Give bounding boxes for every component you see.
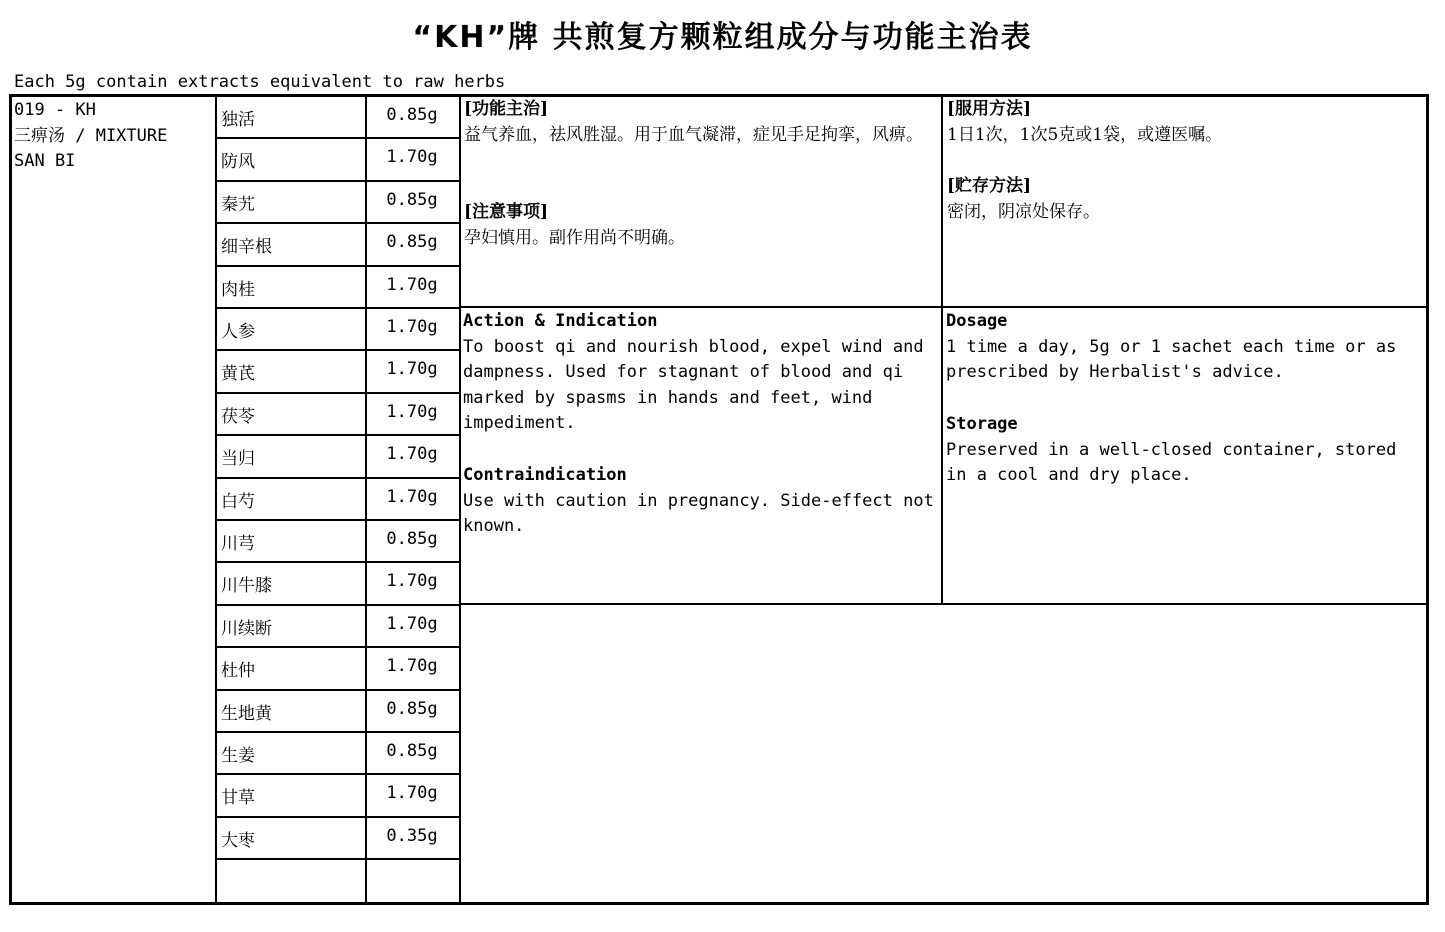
herb-name: 独活: [221, 110, 255, 130]
herb-row-divider: [215, 477, 461, 479]
herb-row-divider: [215, 731, 461, 733]
cn-function-header: [功能主治]: [464, 99, 549, 119]
herb-amount: 0.85g: [386, 232, 438, 253]
en-dosage-text: 1 time a day, 5g or 1 sachet each time or as prescribed by Herbalist's advice.: [946, 336, 1397, 382]
herb-row-divider: [215, 858, 461, 860]
herb-amount: 1.70g: [386, 359, 438, 380]
herb-amount: 1.70g: [386, 317, 438, 337]
en-storage-header: Storage: [946, 414, 1018, 434]
product-info: [14, 98, 204, 175]
herb-amount: 1.70g: [386, 656, 438, 677]
herb-row-divider: [215, 137, 461, 139]
herb-row-divider: [215, 392, 461, 394]
divider-info-columns: [941, 96, 943, 605]
herb-row-divider: [215, 519, 461, 521]
herb-amount: 1.70g: [386, 613, 438, 634]
en-storage-block: [946, 412, 1422, 489]
herb-amount: 0.85g: [386, 105, 438, 125]
cn-usage-header: [服用方法]: [947, 99, 1032, 119]
herb-name: 杜仲: [221, 661, 255, 682]
herb-name: 大枣: [221, 830, 255, 851]
en-action-block: [463, 309, 939, 437]
herb-amount: 0.85g: [386, 698, 438, 719]
herb-amount: 1.70g: [386, 274, 438, 295]
herb-amount: 1.70g: [386, 486, 438, 507]
herb-row-divider: [215, 434, 461, 436]
herb-name: 黄芪: [221, 364, 255, 385]
herb-row-divider: [215, 646, 461, 648]
herb-name: 川牛膝: [221, 576, 272, 597]
herb-name: 生姜: [221, 746, 255, 766]
divider-herb-amount: [365, 96, 367, 903]
cn-caution-block: [464, 200, 934, 251]
product-code: 019 - KH: [14, 100, 96, 120]
en-contra-header: Contraindication: [463, 465, 627, 485]
cn-storage-header: [贮存方法]: [947, 176, 1032, 196]
herb-name: 肉桂: [221, 279, 255, 300]
en-dosage-header: Dosage: [946, 311, 1008, 331]
en-dosage-block: [946, 309, 1422, 386]
cn-storage-block: [947, 174, 1417, 225]
herb-name: 细辛根: [221, 237, 272, 258]
en-contra-block: [463, 463, 939, 540]
cn-function-block: [464, 97, 934, 148]
herb-row-divider: [215, 307, 461, 309]
herb-row-divider: [215, 222, 461, 224]
herb-row-divider: [215, 773, 461, 775]
product-name: 三痹汤 / MIXTURE: [14, 125, 168, 146]
en-contra-text: Use with caution in pregnancy. Side-effect not known.: [463, 490, 934, 536]
herb-name: 川芎: [221, 534, 255, 554]
herb-name: 防风: [221, 152, 255, 173]
herb-row-divider: [215, 604, 461, 606]
herb-amount: 0.35g: [386, 825, 438, 846]
subtitle: Each 5g contain extracts equivalent to raw herbs: [14, 72, 506, 92]
herb-amount: 0.85g: [386, 189, 438, 210]
divider-cn-en: [459, 306, 1427, 308]
herb-name: 茯苓: [221, 406, 255, 427]
cn-function-text: 益气养血，祛风胜湿。用于血气凝滞，症见手足拘挛，风痹。: [464, 124, 923, 145]
product-name-pinyin: SAN BI: [14, 151, 76, 171]
herb-amount: 1.70g: [386, 783, 438, 804]
divider-product: [215, 96, 217, 903]
herb-row-divider: [215, 816, 461, 818]
cn-storage-text: 密闭，阴凉处保存。: [947, 201, 1100, 222]
divider-herb-info: [459, 96, 461, 903]
herb-row-divider: [215, 689, 461, 691]
herb-amount: 1.70g: [386, 401, 438, 422]
herb-amount: 1.70g: [386, 571, 438, 592]
herb-amount: 1.70g: [386, 147, 438, 168]
herb-amount: 1.70g: [386, 444, 438, 465]
en-action-text: To boost qi and nourish blood, expel wind and dampness. Used for stagnant of blood and qi marked by spasms in hands and feet, wind impediment.: [463, 336, 924, 433]
herb-row-divider: [215, 180, 461, 182]
herb-name: 秦艽: [221, 194, 255, 215]
herb-name: 白芍: [221, 491, 255, 512]
herb-row-divider: [215, 561, 461, 563]
herb-amount: 0.85g: [386, 741, 438, 761]
cn-usage-text: 1日1次，1次5克或1袋，或遵医嘱。: [947, 124, 1223, 145]
en-storage-text: Preserved in a well-closed container, stored in a cool and dry place.: [946, 439, 1397, 485]
herb-name: 川续断: [221, 618, 272, 639]
en-action-header: Action & Indication: [463, 311, 658, 331]
cn-caution-header: [注意事项]: [464, 202, 549, 222]
herb-name: 甘草: [221, 788, 255, 809]
herb-name: 人参: [221, 322, 255, 342]
cn-usage-block: [947, 97, 1417, 148]
divider-info-bottom: [459, 603, 1427, 605]
herb-row-divider: [215, 349, 461, 351]
page-title: “KH”牌 共煎复方颗粒组成分与功能主治表: [412, 20, 1033, 55]
herb-amount: 0.85g: [386, 529, 438, 549]
herb-name: 生地黄: [221, 703, 272, 724]
herb-name: 当归: [221, 449, 255, 470]
herb-row-divider: [215, 265, 461, 267]
cn-caution-text: 孕妇慎用。副作用尚不明确。: [464, 227, 685, 248]
